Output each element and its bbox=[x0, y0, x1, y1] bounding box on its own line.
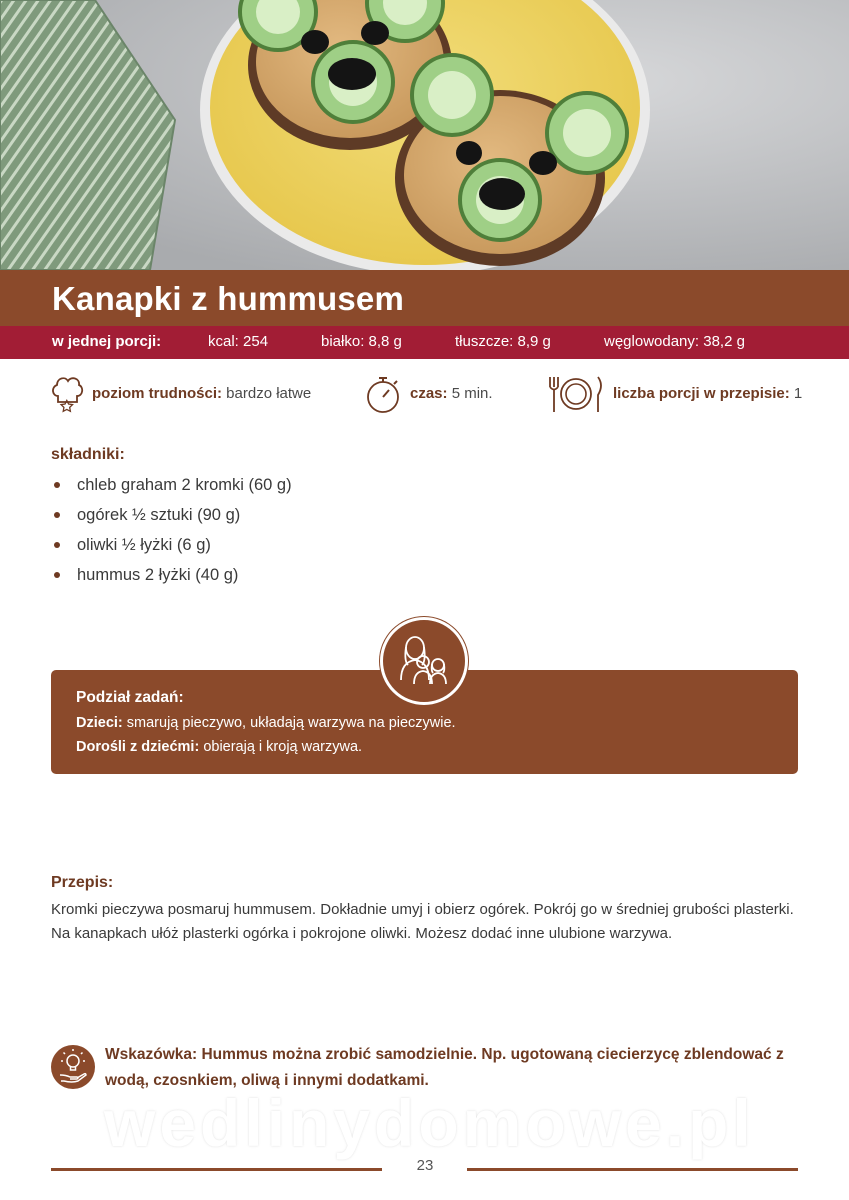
ingredients-list bbox=[52, 474, 292, 594]
page-number: 23 bbox=[416, 1157, 434, 1174]
nutrition-protein: białko: 8,8 g bbox=[321, 333, 402, 350]
list-item: oliwki ½ łyżki (6 g) bbox=[52, 534, 292, 564]
time-label: czas: bbox=[410, 385, 448, 402]
watermark: wedlinydomowe.pl bbox=[104, 1086, 755, 1160]
recipe-heading: Przepis: bbox=[51, 874, 114, 891]
ingredients-heading: składniki: bbox=[51, 446, 125, 463]
nutrition-bar bbox=[0, 326, 849, 359]
lightbulb-hand-icon bbox=[51, 1045, 95, 1089]
task-adults-label: Dorośli z dziećmi: bbox=[76, 739, 200, 755]
task-division-heading: Podział zadań: bbox=[76, 689, 184, 706]
family-icon bbox=[383, 620, 465, 702]
nutrition-lead: w jednej porcji: bbox=[52, 333, 162, 350]
nutrition-kcal: kcal: 254 bbox=[208, 333, 269, 350]
recipe-text: Kromki pieczywa posmaruj hummusem. Dokładnie umyj i obierz ogórek. Pokrój go w średniej grubości plasterki. Na kanapkach ułóż plasterki ogórka i pokrojone oliwki. Możesz dodać inne ulubione warzywa. bbox=[51, 901, 794, 942]
tip-badge bbox=[51, 1045, 95, 1089]
list-item: chleb graham 2 kromki (60 g) bbox=[52, 474, 292, 504]
chef-hat-icon bbox=[50, 374, 84, 414]
task-kids-text: smarują pieczywo, układają warzywa na pieczywie. bbox=[126, 715, 456, 731]
plate-cutlery-icon bbox=[546, 374, 606, 414]
title-band bbox=[0, 270, 849, 326]
nutrition-carbs: węglowodany: 38,2 g bbox=[604, 333, 745, 350]
tip-text: Wskazówka: Hummus można zrobić samodzielnie. Np. ugotowaną ciecierzycę zblendować z wodą, czosnkiem, oliwą i innymi dodatkami. bbox=[105, 1046, 784, 1089]
task-kids-row bbox=[76, 715, 456, 731]
task-adults-row bbox=[76, 739, 362, 755]
footer-line-right bbox=[467, 1168, 798, 1171]
family-badge bbox=[380, 617, 468, 705]
footer-line-left bbox=[51, 1168, 382, 1171]
time-value: 5 min. bbox=[451, 385, 493, 402]
portions-value: 1 bbox=[793, 385, 803, 402]
task-adults-text: obierają i kroją warzywa. bbox=[203, 739, 363, 755]
difficulty-info bbox=[50, 374, 340, 414]
list-item: hummus 2 łyżki (40 g) bbox=[52, 564, 292, 594]
task-kids-label: Dzieci: bbox=[76, 715, 123, 731]
hero-photo bbox=[0, 0, 849, 270]
difficulty-label: poziom trudności: bbox=[92, 385, 222, 402]
list-item: ogórek ½ sztuki (90 g) bbox=[52, 504, 292, 534]
nutrition-fat: tłuszcze: 8,9 g bbox=[455, 333, 551, 350]
recipe-title: Kanapki z hummusem bbox=[52, 280, 405, 317]
portions-info bbox=[546, 374, 806, 414]
time-info bbox=[365, 374, 525, 414]
stopwatch-icon bbox=[365, 374, 401, 414]
difficulty-value: bardzo łatwe bbox=[226, 385, 312, 402]
portions-label: liczba porcji w przepisie: bbox=[613, 385, 790, 402]
